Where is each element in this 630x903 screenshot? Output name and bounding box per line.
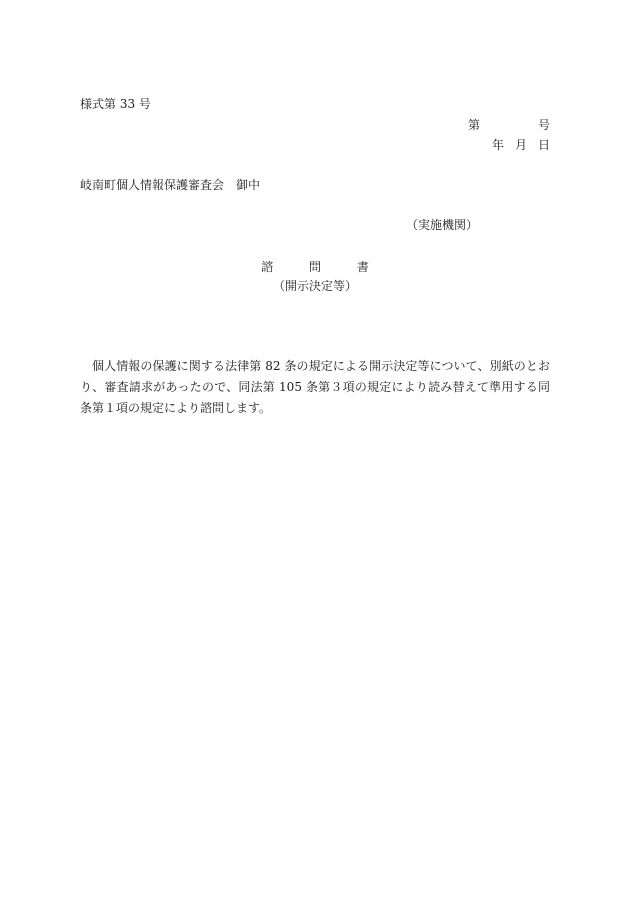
- document-number-line: [468, 117, 550, 133]
- body-paragraph-container: [80, 356, 550, 419]
- form-number: 様式第 33 号: [80, 97, 151, 111]
- title-char-3: 書: [356, 260, 369, 274]
- date-month: 月: [514, 138, 527, 152]
- addressee: 岐南町個人情報保護審査会 御中: [80, 178, 261, 192]
- document-number-suffix: 号: [537, 118, 550, 132]
- date-year: 年: [492, 138, 505, 152]
- implementing-agency: （実施機関）: [406, 218, 479, 232]
- date-day: 日: [537, 138, 550, 152]
- document-number-prefix: 第: [468, 118, 481, 132]
- body-paragraph: 個人情報の保護に関する法律第 82 条の規定による開示決定等について、別紙のとおり、審査請求があったので、同法第 105 条第３項の規定により読み替えて準用する同条第１項の規定により諮問します。: [80, 359, 550, 415]
- document-subtitle: （開示決定等）: [272, 279, 357, 293]
- document-title: [0, 259, 630, 275]
- title-char-1: 諮: [261, 260, 274, 274]
- title-char-2: 問: [308, 260, 321, 274]
- date-line: [492, 137, 550, 153]
